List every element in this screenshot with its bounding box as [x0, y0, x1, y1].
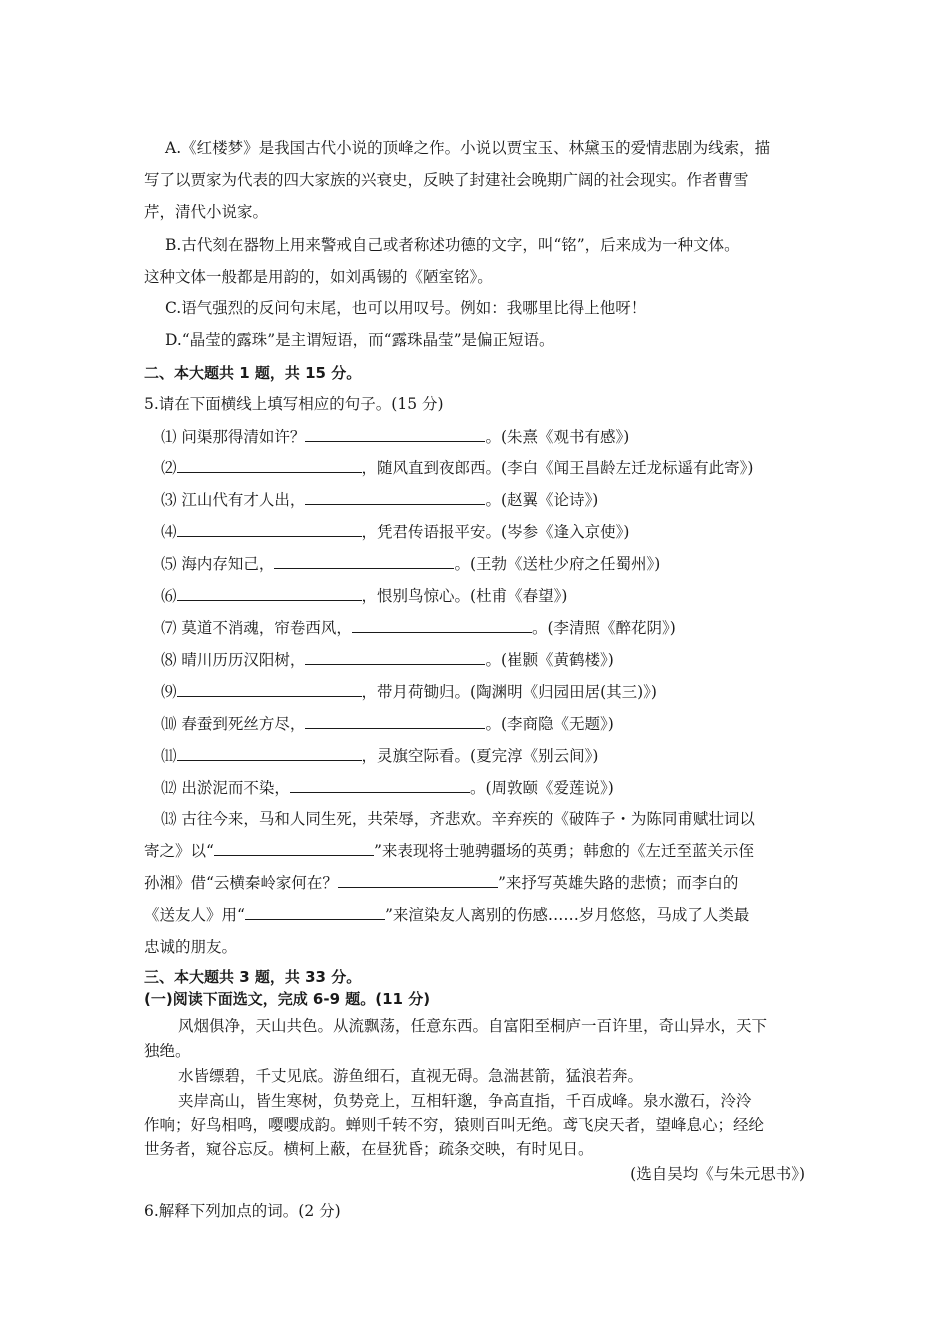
- q5-item-13-line-2: [144, 840, 754, 862]
- q5-item-13-line-4: [144, 904, 749, 926]
- q5-item-2: [161, 457, 753, 479]
- q5-item-12-after: 。(周敦颐《爱莲说》): [469, 779, 614, 797]
- q5-item-5-before: ⑸ 海内存知己，: [161, 555, 275, 573]
- q5-item-7: [161, 617, 676, 639]
- answer-blank[interactable]: [338, 872, 498, 888]
- option-b-line-1: B.古代刻在器物上用来警戒自己或者称述功德的文字，叫“铭”，后来成为一种文体。: [165, 236, 740, 254]
- q5-item-6: [161, 585, 567, 607]
- q5-item-1: [161, 426, 629, 448]
- q5-item-13-line-2-a: 寄之》以“: [144, 842, 214, 860]
- passage-source: (选自吴均《与朱元思书》): [630, 1165, 805, 1183]
- answer-blank[interactable]: [177, 457, 362, 473]
- q5-item-5: [161, 553, 660, 575]
- q6-title: 6.解释下列加点的词。(2 分): [144, 1202, 341, 1220]
- answer-blank[interactable]: [305, 649, 485, 665]
- q5-item-8-after: 。(崔颢《黄鹤楼》): [485, 651, 614, 669]
- q5-item-8: [161, 649, 614, 671]
- passage-line-5: 作响；好鸟相鸣，嘤嘤成韵。蝉则千转不穷，猿则百叫无绝。鸢飞戾天者，望峰息心；经纶: [144, 1116, 765, 1134]
- q5-item-5-after: 。(王勃《送杜少府之任蜀州》): [454, 555, 661, 573]
- q5-item-13-line-3-a: 孙湘》借“云横秦岭家何在？: [144, 874, 338, 892]
- q5-item-3-after: 。(赵翼《论诗》): [485, 491, 599, 509]
- answer-blank[interactable]: [305, 713, 485, 729]
- q5-item-12: [161, 777, 614, 799]
- answer-blank[interactable]: [177, 521, 362, 537]
- q5-item-7-before: ⑺ 莫道不消魂，帘卷西风，: [161, 619, 352, 637]
- q5-item-10-before: ⑽ 春蚕到死丝方尽，: [161, 715, 306, 733]
- q5-title: 5.请在下面横线上填写相应的句子。(15 分): [144, 395, 444, 413]
- q5-item-13-line-4-a: 《送友人》用“: [144, 906, 245, 924]
- passage-line-3: 水皆缥碧，千丈见底。游鱼细石，直视无碍。急湍甚箭，猛浪若奔。: [178, 1067, 644, 1085]
- answer-blank[interactable]: [274, 553, 454, 569]
- answer-blank[interactable]: [214, 840, 374, 856]
- answer-blank[interactable]: [177, 681, 362, 697]
- q5-item-9-before: ⑼: [161, 683, 177, 701]
- q5-item-9-after: ，带月荷锄归。(陶渊明《归园田居(其三)》): [361, 683, 657, 701]
- answer-blank[interactable]: [352, 617, 532, 633]
- q5-item-11-before: ⑾: [161, 747, 177, 765]
- answer-blank[interactable]: [177, 745, 362, 761]
- option-a-line-2: 写了以贾家为代表的四大家族的兴衰史，反映了封建社会晚期广阔的社会现实。作者曹雪: [144, 171, 749, 189]
- passage-line-1: 风烟俱净，天山共色。从流飘荡，任意东西。自富阳至桐庐一百许里，奇山异水，天下: [178, 1017, 768, 1035]
- answer-blank[interactable]: [177, 585, 362, 601]
- q5-item-1-before: ⑴ 问渠那得清如许？: [161, 428, 306, 446]
- q5-item-12-before: ⑿ 出淤泥而不染，: [161, 779, 290, 797]
- option-b-line-2: 这种文体一般都是用韵的，如刘禹锡的《陋室铭》。: [144, 268, 493, 286]
- q5-item-4-before: ⑷: [161, 523, 177, 541]
- option-a-line-3: 芹，清代小说家。: [144, 203, 269, 221]
- q5-item-2-before: ⑵: [161, 459, 177, 477]
- q5-item-10: [161, 713, 614, 735]
- q5-item-8-before: ⑻ 晴川历历汉阳树，: [161, 651, 306, 669]
- passage-line-6: 世务者，窥谷忘反。横柯上蔽，在昼犹昏；疏条交映，有时见日。: [144, 1140, 594, 1158]
- answer-blank[interactable]: [305, 426, 485, 442]
- q5-item-3-before: ⑶ 江山代有才人出，: [161, 491, 306, 509]
- q5-item-13-line-3: [144, 872, 738, 894]
- option-a-line-1: A.《红楼梦》是我国古代小说的顶峰之作。小说以贾宝玉、林黛玉的爱情悲剧为线索，描: [165, 139, 771, 157]
- q5-item-13-line-4-b: ”来渲染友人离别的伤感……岁月悠悠，马成了人类最: [384, 906, 750, 924]
- q5-item-2-after: ，随风直到夜郎西。(李白《闻王昌龄左迁龙标遥有此寄》): [361, 459, 754, 477]
- option-c-line: C.语气强烈的反问句末尾，也可以用叹号。例如：我哪里比得上他呀！: [165, 299, 647, 317]
- passage-line-4: 夹岸高山，皆生寒树，负势竞上，互相轩邈，争高直指，千百成峰。泉水激石，泠泠: [178, 1092, 752, 1110]
- section3-heading: 三、本大题共 3 题，共 33 分。: [144, 968, 362, 986]
- q5-item-1-after: 。(朱熹《观书有感》): [485, 428, 630, 446]
- q5-item-4-after: ，凭君传语报平安。(岑参《逢入京使》): [361, 523, 630, 541]
- q5-item-13-line-2-b: ”来表现将士驰骋疆场的英勇；韩愈的《左迁至蓝关示侄: [373, 842, 754, 860]
- q5-item-9: [161, 681, 657, 703]
- q5-item-6-before: ⑹: [161, 587, 177, 605]
- q5-item-10-after: 。(李商隐《无题》): [485, 715, 614, 733]
- q5-item-11-after: ，灵旗空际看。(夏完淳《别云间》): [361, 747, 599, 765]
- answer-blank[interactable]: [305, 489, 485, 505]
- q5-item-4: [161, 521, 629, 543]
- reading-heading: (一)阅读下面选文，完成 6-9 题。(11 分): [144, 990, 431, 1008]
- q5-item-13-line-5: 忠诚的朋友。: [144, 938, 238, 956]
- section2-heading: 二、本大题共 1 题，共 15 分。: [144, 364, 362, 382]
- q5-item-13-line-1: ⒀ 古往今来，马和人同生死，共荣辱，齐悲欢。辛弃疾的《破阵子・为陈同甫赋壮词以: [161, 810, 755, 828]
- option-d-line: D.“晶莹的露珠”是主谓短语，而“露珠晶莹”是偏正短语。: [165, 331, 555, 349]
- q5-item-6-after: ，恨别鸟惊心。(杜甫《春望》): [361, 587, 568, 605]
- answer-blank[interactable]: [290, 777, 470, 793]
- q5-item-11: [161, 745, 598, 767]
- q5-item-3: [161, 489, 598, 511]
- passage-line-2: 独绝。: [144, 1042, 191, 1060]
- answer-blank[interactable]: [245, 904, 385, 920]
- q5-item-7-after: 。(李清照《醉花阴》): [531, 619, 676, 637]
- q5-item-13-line-3-b: ”来抒写英雄失路的悲愤；而李白的: [497, 874, 739, 892]
